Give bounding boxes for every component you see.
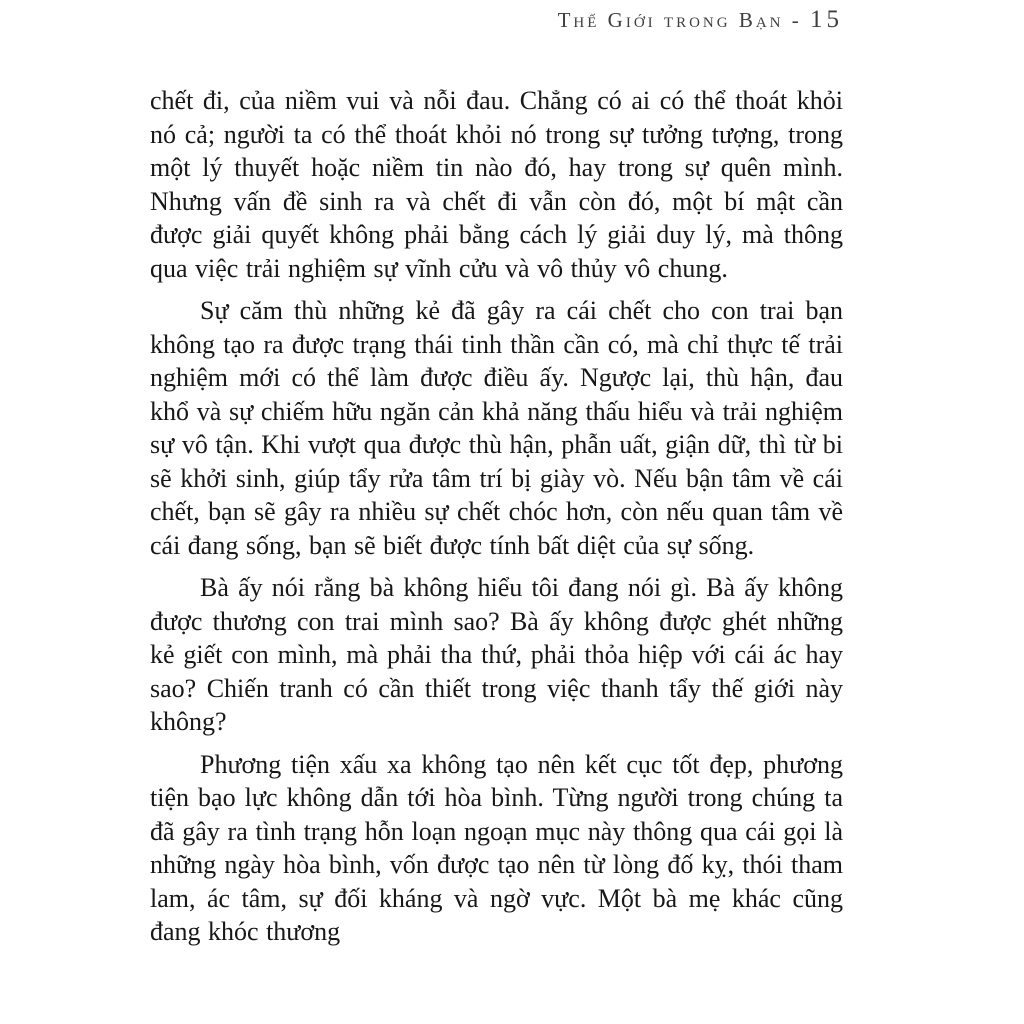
paragraph-1: chết đi, của niềm vui và nỗi đau. Chẳng có ai có thể thoát khỏi nó cả; người ta có thể thoát khỏi nó trong sự tưởng tượng, trong một lý thuyết hoặc niềm tin nào đó, hay trong sự quên mình. Nhưng vấn đề sinh ra và chết đi vẫn còn đó, một bí mật cần được giải quyết không phải bằng cách lý giải duy lý, mà thông qua việc trải nghiệm sự vĩnh cửu và vô thủy vô chung. (150, 86, 843, 283)
running-header (150, 6, 843, 34)
paragraph-4: Phương tiện xấu xa không tạo nên kết cục tốt đẹp, phương tiện bạo lực không dẫn tới hòa bình. Từng người trong chúng ta đã gây ra tình trạng hỗn loạn ngoạn mục này thông qua cái gọi là những ngày hòa bình, vốn được tạo nên từ lòng đố kỵ, thói tham lam, ác tâm, sự đối kháng và ngờ vực. Một bà mẹ khác cũng đang khóc thương (150, 749, 843, 946)
header-book-title: Thế Giới trong Bạn (557, 8, 784, 32)
paragraph-2: Sự căm thù những kẻ đã gây ra cái chết cho con trai bạn không tạo ra được trạng thái tinh thần cần có, mà chỉ thực tế trải nghiệm mới có thể làm được điều ấy. Ngược lại, thù hận, đau khổ và sự chiếm hữu ngăn cản khả năng thấu hiểu và trải nghiệm sự vô tận. Khi vượt qua được thù hận, phẫn uất, giận dữ, thì từ bi sẽ khởi sinh, giúp tẩy rửa tâm trí bị giày vò. Nếu bận tâm về cái chết, bạn sẽ gây ra nhiều sự chết chóc hơn, còn nếu quan tâm về cái đang sống, bạn sẽ biết được tính bất diệt của sự sống. (150, 296, 843, 560)
paragraph-3: Bà ấy nói rằng bà không hiểu tôi đang nói gì. Bà ấy không được thương con trai mình sao? Bà ấy không được ghét những kẻ giết con mình, mà phải tha thứ, phải thỏa hiệp với cái ác hay sao? Chiến tranh có cần thiết trong việc thanh tẩy thế giới này không? (150, 573, 843, 736)
page-body (150, 84, 843, 958)
header-separator: - (783, 8, 810, 32)
header-page-number: 15 (810, 6, 843, 33)
